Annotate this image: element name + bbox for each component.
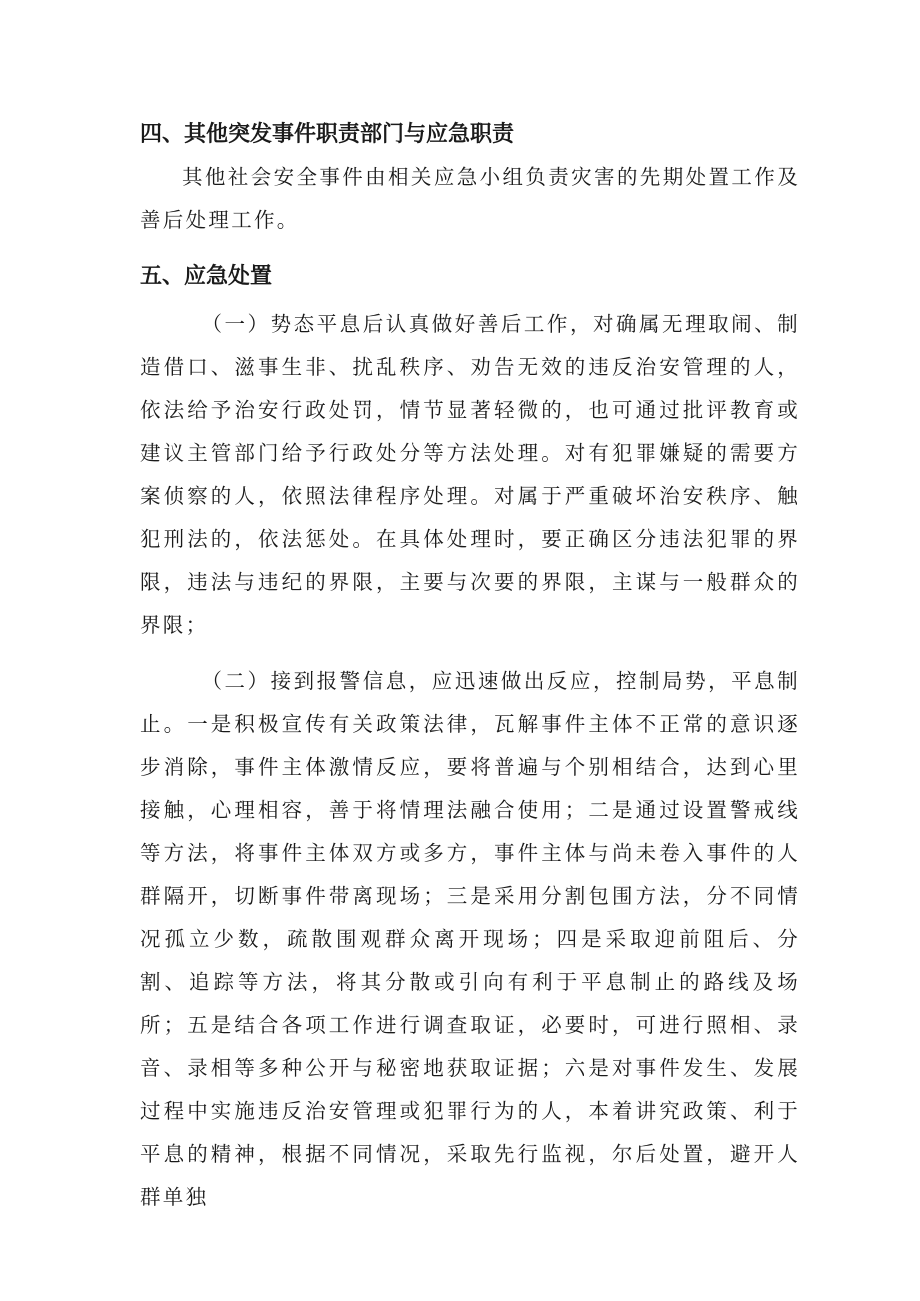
section-4-paragraph: 其他社会安全事件由相关应急小组负责灾害的先期处置工作及善后处理工作。	[140, 165, 800, 232]
section-heading-5: 五、应急处置	[140, 264, 273, 289]
section-5-item-1: （一）势态平息后认真做好善后工作，对确属无理取闹、制造借口、滋事生非、扰乱秩序、劝告无效的违反治安管理的人，依法给予治安行政处罚，情节显著轻微的，也可通过批评教育或建议主管部门给予行政处分等方法处理。对有犯罪嫌疑的需要方案侦察的人，依照法律程序处理。对属于严重破坏治安秩序、触犯刑法的，依法惩处。在具体处理时，要正确区分违法犯罪的界限，违法与违纪的界限，主要与次要的界限，主谋与一般群众的界限；	[140, 312, 800, 637]
section-5-item-2: （二）接到报警信息，应迅速做出反应，控制局势，平息制止。一是积极宣传有关政策法律，瓦解事件主体不正常的意识逐步消除，事件主体激情反应，要将普遍与个别相结合，达到心里接触，心理相容，善于将情理法融合使用；二是通过设置警戒线等方法，将事件主体双方或多方，事件主体与尚未卷入事件的人群隔开，切断事件带离现场；三是采用分割包围方法，分不同情况孤立少数，疏散围观群众离开现场；四是采取迎前阻后、分割、追踪等方法，将其分散或引向有利于平息制止的路线及场所；五是结合各项工作进行调查取证，必要时，可进行照相、录音、录相等多种公开与秘密地获取证据；六是对事件发生、发展过程中实施违反治安管理或犯罪行为的人，本着讲究政策、利于平息的精神，根据不同情况，采取先行监视，尔后处置，避开人群单独	[140, 669, 800, 1209]
section-heading-4: 四、其他突发事件职责部门与应急职责	[140, 122, 515, 147]
